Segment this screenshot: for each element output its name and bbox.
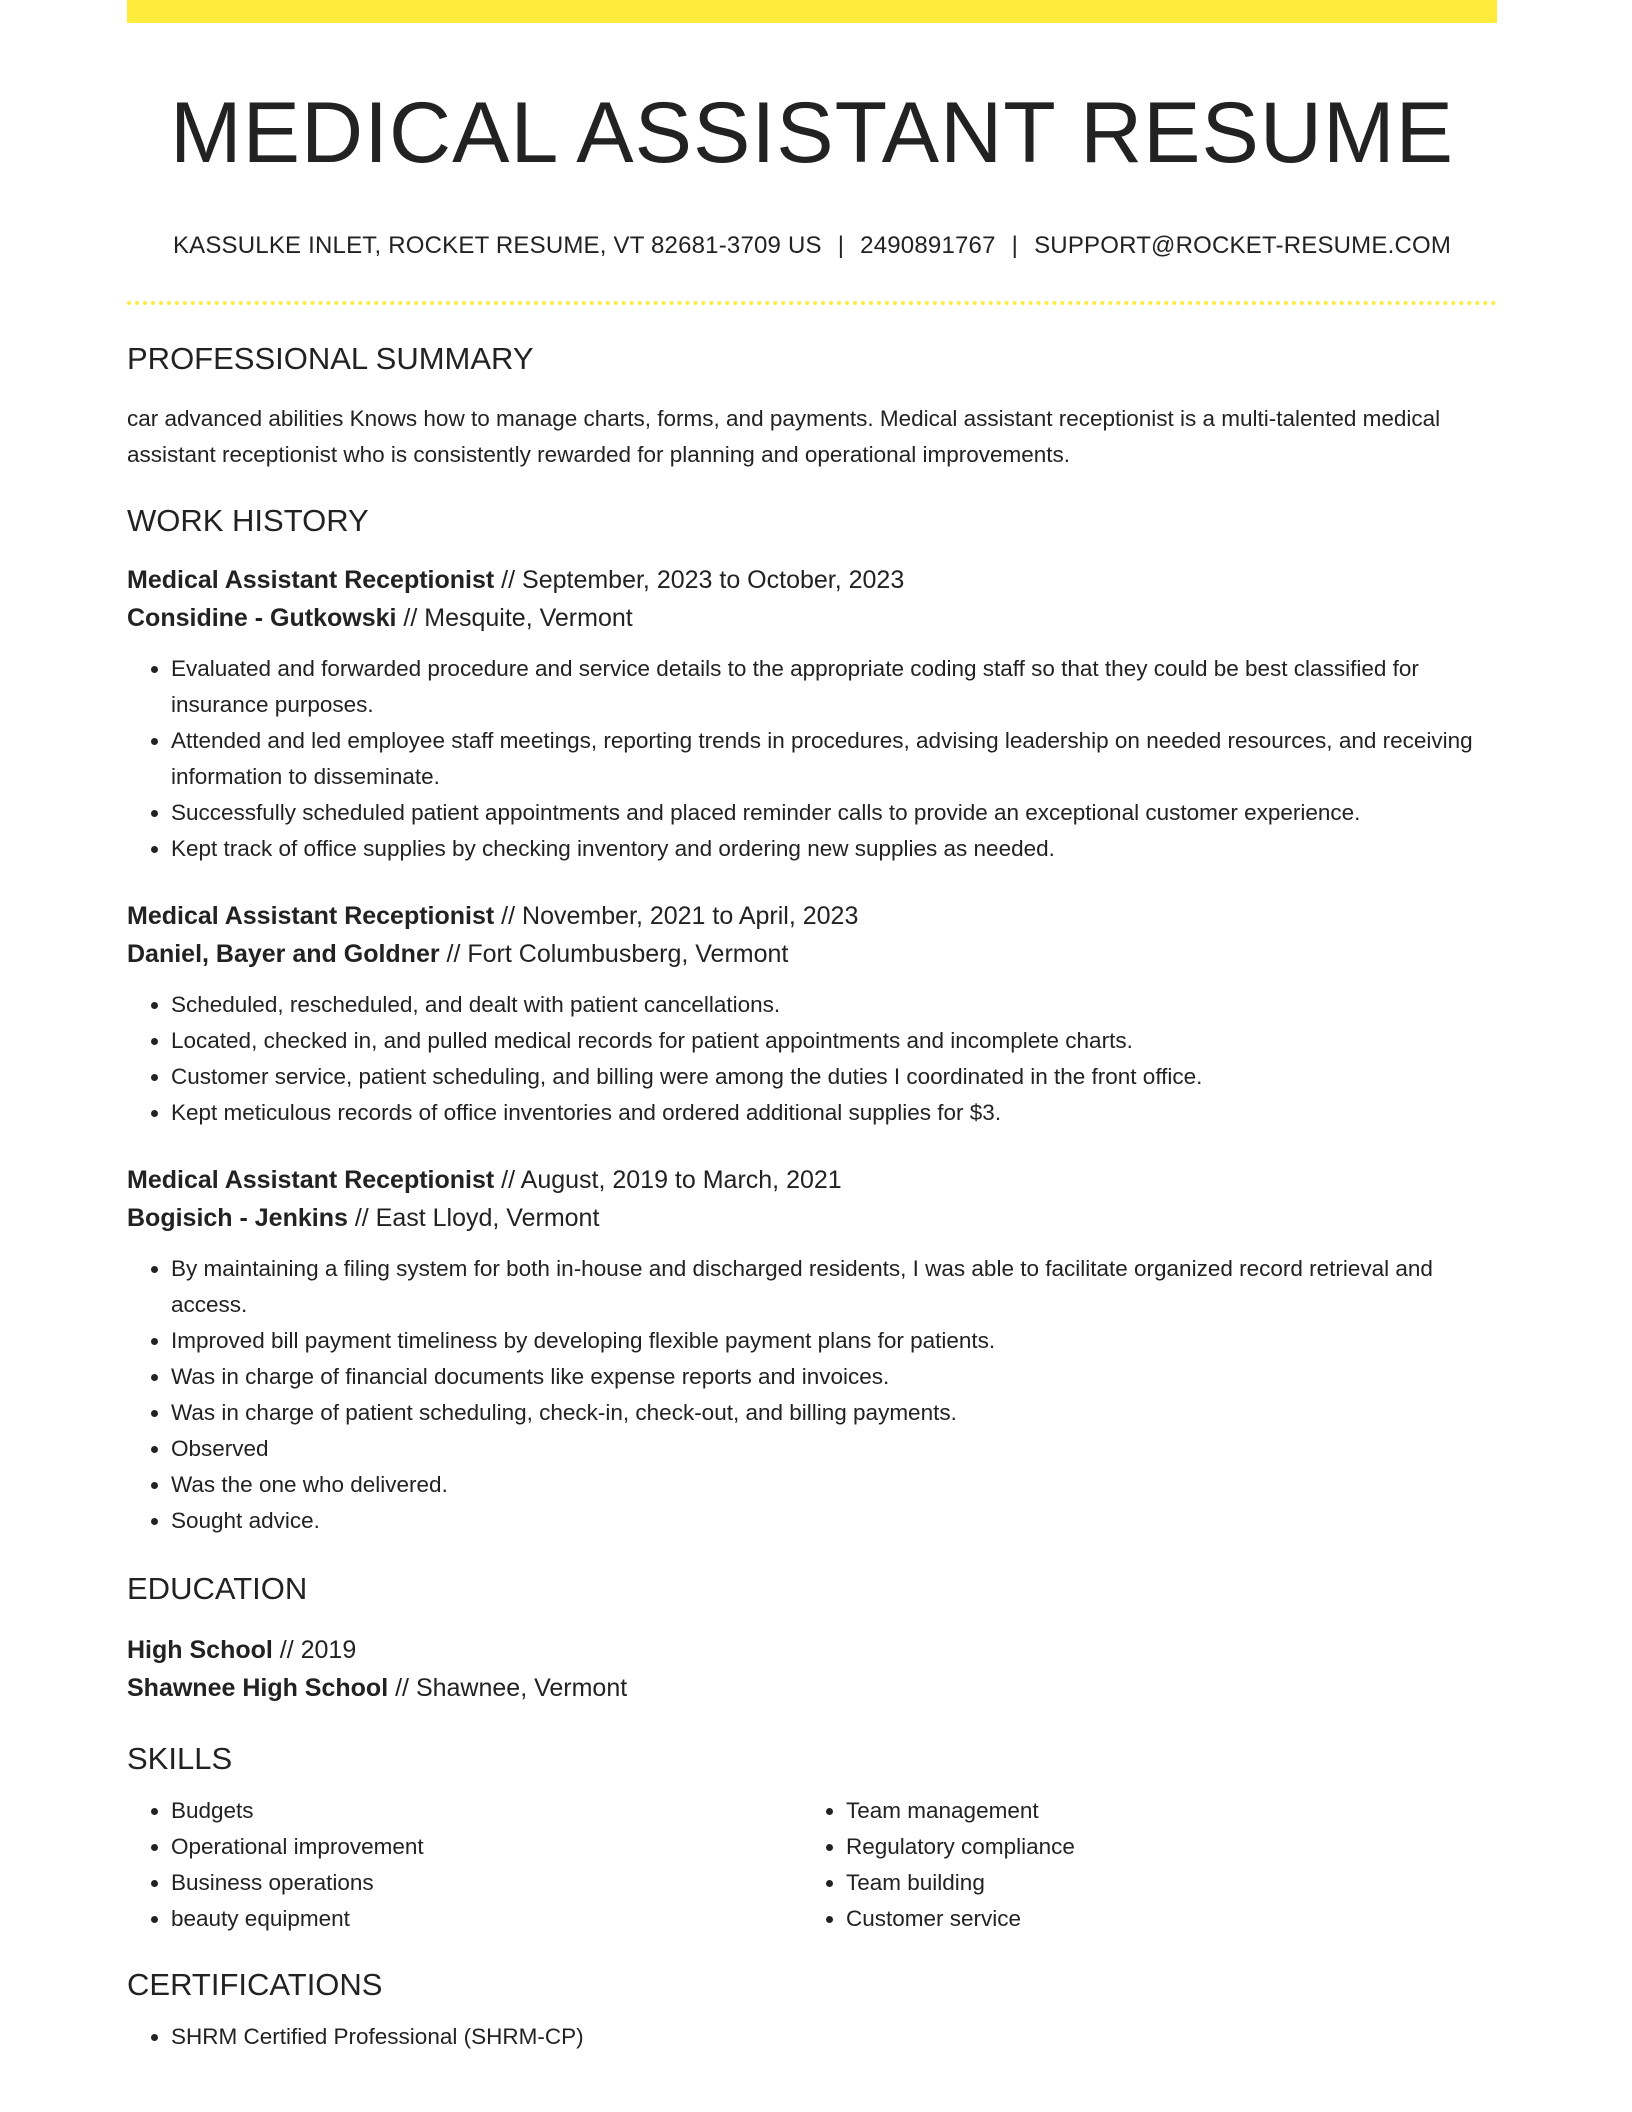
- bullet-item: • Was the one who delivered.: [171, 1467, 1497, 1503]
- contact-email: SUPPORT@ROCKET-RESUME.COM: [1034, 232, 1452, 259]
- bullet-item: • Observed: [171, 1431, 1497, 1467]
- summary-section: [127, 339, 1497, 473]
- job-title: Medical Assistant Receptionist: [127, 1166, 495, 1194]
- job-dates: // November, 2021 to April, 2023: [494, 902, 859, 930]
- bullet-item: • Was in charge of financial documents like expense reports and invoices.: [171, 1359, 1497, 1395]
- bullet-item: • Kept track of office supplies by checking inventory and ordering new supplies as needed.: [171, 831, 1497, 867]
- skills-section: [127, 1739, 1497, 1937]
- job-company-line: [127, 935, 1497, 973]
- bullet-item: • Kept meticulous records of office inventories and ordered additional supplies for $3.: [171, 1095, 1497, 1131]
- bullet-item: • Improved bill payment timeliness by developing flexible payment plans for patients.: [171, 1323, 1497, 1359]
- job-location: // East Lloyd, Vermont: [347, 1204, 600, 1232]
- certifications-list: [127, 2019, 1497, 2055]
- section-heading: SKILLS: [127, 1741, 233, 1776]
- job-entry: [127, 561, 1497, 867]
- job-bullets: [127, 987, 1497, 1131]
- contact-line: [127, 231, 1497, 261]
- dotted-divider: [127, 301, 1497, 305]
- resume-page: [127, 0, 1497, 2055]
- accent-bar: [127, 0, 1497, 23]
- job-title-line: [127, 897, 1497, 935]
- degree-line: [127, 1631, 1497, 1669]
- job-dates: // August, 2019 to March, 2021: [494, 1166, 842, 1194]
- job-bullets: [127, 1251, 1497, 1539]
- skill-item: • Business operations: [171, 1865, 802, 1901]
- job-entry: [127, 1161, 1497, 1539]
- degree: High School: [127, 1636, 273, 1664]
- section-heading: WORK HISTORY: [127, 503, 369, 538]
- school-name: Shawnee High School: [127, 1674, 389, 1702]
- education-entry: [127, 1631, 1497, 1707]
- skill-item: • Operational improvement: [171, 1829, 802, 1865]
- skills-column-left: [127, 1793, 802, 1937]
- bullet-item: • Scheduled, rescheduled, and dealt with patient cancellations.: [171, 987, 1497, 1023]
- job-title-line: [127, 561, 1497, 599]
- job-title: Medical Assistant Receptionist: [127, 566, 495, 594]
- section-heading: PROFESSIONAL SUMMARY: [127, 341, 534, 376]
- school-line: [127, 1669, 1497, 1707]
- job-company-line: [127, 599, 1497, 637]
- job-company: Bogisich - Jenkins: [127, 1204, 348, 1232]
- education-section: [127, 1569, 1497, 1707]
- skill-item: • beauty equipment: [171, 1901, 802, 1937]
- skill-item: • Team management: [846, 1793, 1477, 1829]
- bullet-item: • Was in charge of patient scheduling, check-in, check-out, and billing payments.: [171, 1395, 1497, 1431]
- graduation-year: // 2019: [272, 1636, 357, 1664]
- skill-item: • Customer service: [846, 1901, 1477, 1937]
- bullet-item: • By maintaining a filing system for both in-house and discharged residents, I was able to facilitate organized record retrieval and access.: [171, 1251, 1497, 1323]
- skills-grid: [127, 1793, 1497, 1937]
- resume-title: MEDICAL ASSISTANT RESUME: [169, 85, 1455, 181]
- bullet-item: • Evaluated and forwarded procedure and service details to the appropriate coding staff so that they could be best classified for insurance purposes.: [171, 651, 1497, 723]
- skills-column-right: [802, 1793, 1477, 1937]
- contact-separator: |: [837, 232, 845, 259]
- bullet-item: • Sought advice.: [171, 1503, 1497, 1539]
- certification-item: • SHRM Certified Professional (SHRM-CP): [171, 2019, 1497, 2055]
- skill-item: • Regulatory compliance: [846, 1829, 1477, 1865]
- job-dates: // September, 2023 to October, 2023: [494, 566, 905, 594]
- section-heading: CERTIFICATIONS: [127, 1967, 383, 2002]
- bullet-item: • Attended and led employee staff meetings, reporting trends in procedures, advising leadership on needed resources, and receiving information to disseminate.: [171, 723, 1497, 795]
- job-title-line: [127, 1161, 1497, 1199]
- contact-address: KASSULKE INLET, ROCKET RESUME, VT 82681-3709 US: [172, 232, 822, 259]
- contact-separator: |: [1011, 232, 1019, 259]
- section-heading: EDUCATION: [127, 1571, 308, 1606]
- job-company: Daniel, Bayer and Goldner: [127, 940, 440, 968]
- job-entry: [127, 897, 1497, 1131]
- certifications-section: [127, 1965, 1497, 2055]
- contact-phone: 2490891767: [860, 232, 996, 259]
- job-location: // Mesquite, Vermont: [396, 604, 633, 632]
- job-bullets: [127, 651, 1497, 867]
- summary-text: car advanced abilities Knows how to manage charts, forms, and payments. Medical assistant receptionist is a multi-talented medical assistant receptionist who is consistently rewarded for planning and operational improvements.: [127, 406, 1441, 467]
- bullet-item: • Located, checked in, and pulled medical records for patient appointments and incomplete charts.: [171, 1023, 1497, 1059]
- job-company-line: [127, 1199, 1497, 1237]
- job-location: // Fort Columbusberg, Vermont: [439, 940, 789, 968]
- bullet-item: • Customer service, patient scheduling, and billing were among the duties I coordinated in the front office.: [171, 1059, 1497, 1095]
- bullet-item: • Successfully scheduled patient appointments and placed reminder calls to provide an exceptional customer experience.: [171, 795, 1497, 831]
- work-history-section: [127, 501, 1497, 1539]
- skill-item: • Team building: [846, 1865, 1477, 1901]
- job-title: Medical Assistant Receptionist: [127, 902, 495, 930]
- school-location: // Shawnee, Vermont: [388, 1674, 628, 1702]
- job-company: Considine - Gutkowski: [127, 604, 397, 632]
- skill-item: • Budgets: [171, 1793, 802, 1829]
